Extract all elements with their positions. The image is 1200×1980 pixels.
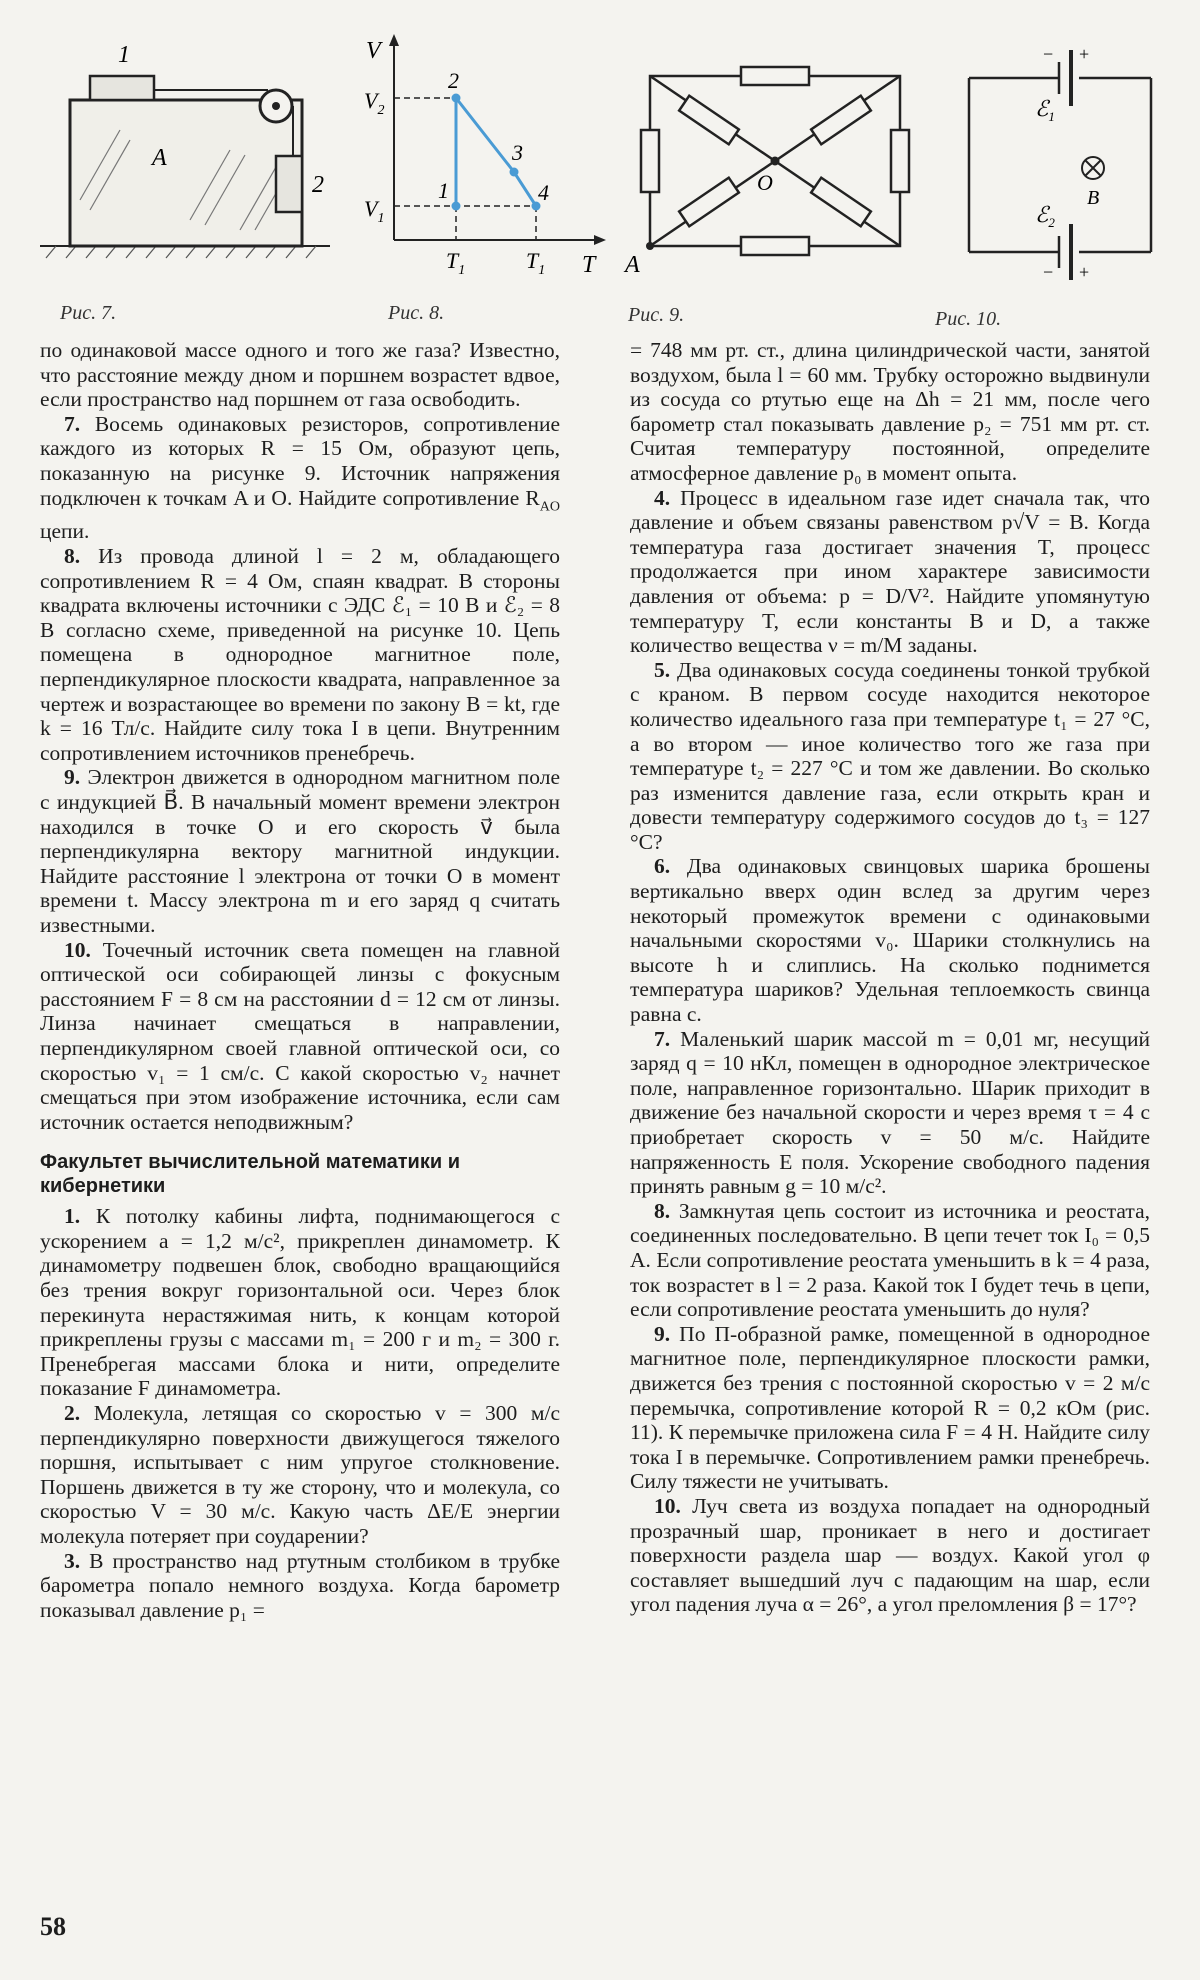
problem-number: 10.	[64, 937, 91, 962]
resistor-diag-1	[679, 96, 739, 145]
problem-paragraph	[630, 1322, 1150, 1494]
problem-paragraph	[40, 1549, 560, 1623]
problem-paragraph	[40, 938, 560, 1135]
problem-text: Молекула, летящая со скоростью v = 300 м/с перпендикулярно поверхности движущегося тяжелого поршня, испытывает с ним упругое столкновение. Поршень движется в ту же сторону, что и молекула, со скоростью V = 30 м/с. Какую часть ΔE/E энергии молекула потеряет при соударении?	[40, 1401, 561, 1549]
problem-text: По П-образной рамке, помещенной в однородное магнитное поле, перпендикулярное плоскости рамки, движется без трения с постоянной скоростью v = 2 м/с перемычка, сопротивление которой R = 0,2 кОм (рис. 11). К перемычке приложена сила F = 4 Н. Найдите силу тока I в перемычке. Сопротивлением рамки пренебречь. Силу тяжести не учитывать.	[630, 1321, 1150, 1494]
resistor-diag-3	[679, 178, 739, 227]
fig8-t1-right: $T_1$	[526, 248, 546, 278]
fig8-point-3	[510, 168, 519, 177]
resistor-diag-2	[811, 96, 871, 145]
resistor-right	[891, 130, 909, 192]
problem-text: Процесс в идеальном газе идет сначала так, что давление и объем связаны равенством p√V = B. Когда температура газа достигает значения T, процесс продолжается при ином характере зависимости давления от объема: p = D/V². Найдите упомянутую температуру T, если константы B и D, а также количество вещества ν = m/M заданы.	[630, 485, 1151, 658]
problem-paragraph	[40, 1204, 560, 1401]
right-column	[630, 338, 1150, 1617]
fig10-plus-top: +	[1079, 44, 1090, 64]
left-column	[40, 338, 560, 1622]
problem-text-tail: цепи.	[40, 519, 90, 544]
fig8-process-line	[456, 98, 536, 206]
problem-text: Восемь одинаковых резисторов, сопротивление каждого из которых R = 15 Ом, образуют цепь, показанную на рисунке 9. Источник напряжения подключен к точкам A и O. Найдите сопротивление R	[40, 411, 560, 510]
figure-9	[615, 50, 935, 290]
problem-paragraph	[40, 1401, 560, 1549]
problem-text: Два одинаковых свинцовых шарика брошены вертикально вверх один вслед за другим через некоторый промежуток времени с одинаковыми начальными скоростями v₀. Шарики столкнулись на высоте h и слиплись. На сколько поднимется температура шариков? Удельная теплоемкость свинца равна c.	[630, 854, 1150, 1027]
fig7-label-a: A	[152, 145, 167, 171]
fig8-label-3: 3	[512, 140, 523, 165]
fig9-caption: Рис. 9.	[628, 304, 685, 326]
fig8-point-1	[452, 202, 461, 211]
problem-paragraph	[630, 1494, 1150, 1617]
fig10-plus-bottom: +	[1079, 262, 1090, 282]
page-number: 58	[40, 1912, 66, 1941]
section-heading: Факультет вычислительной математики и кибернетики	[40, 1151, 460, 1198]
problem-paragraph	[630, 1199, 1150, 1322]
fig10-e2: ℰ$_2$	[1035, 202, 1055, 230]
resistor-left	[641, 130, 659, 192]
problem-paragraph	[40, 544, 560, 765]
problem-text: Луч света из воздуха попадает на однородный прозрачный шар, проникает в него и достигает поверхности раздела шар — воздух. Какой угол φ составляет вышедший луч с падающим на шар, если угол падения луча α = 26°, а угол преломления β = 17°?	[630, 1493, 1151, 1617]
fig7-label-1: 1	[118, 42, 130, 68]
fig7-label-2: 2	[312, 172, 324, 198]
fig8-caption: Рис. 8.	[388, 302, 445, 324]
fig8-v1: $V_1$	[364, 196, 385, 226]
fig8-axis-t: T	[582, 252, 596, 278]
problem-paragraph	[40, 765, 560, 937]
problem-text: В пространство над ртутным столбиком в трубке барометра попало немного воздуха. Когда барометр показывал давление p₁ =	[40, 1548, 560, 1622]
problem-number: 8.	[64, 544, 81, 569]
problem-number: 2.	[64, 1401, 81, 1426]
problem-paragraph	[630, 486, 1150, 658]
problem-number: 7.	[64, 411, 81, 436]
problem-number: 10.	[654, 1493, 681, 1518]
problem-number: 7.	[654, 1026, 671, 1051]
resistor-bottom	[741, 237, 809, 255]
subscript-ao: AO	[539, 498, 560, 514]
fig8-t1-left: $T_1$	[446, 248, 466, 278]
figure-10	[955, 40, 1175, 300]
problem-paragraph	[630, 338, 1150, 486]
fig8-label-4: 4	[538, 180, 549, 205]
problem-text: Два одинаковых сосуда соединены тонкой трубкой с краном. В первом сосуде находится некоторое количество идеального газа при температуре t₁ = 27 °C, а во втором — иное количество того же газа при температуре t₂ = 227 °C и том же давлении. Во сколько раз изменится давление газа, если открыть кран и довести температуру содержимого сосудов до t₃ = 127 °C?	[630, 657, 1151, 854]
fig10-minus-top: −	[1043, 44, 1054, 64]
problem-text: = 748 мм рт. ст., длина цилиндрической части, занятой воздухом, была l = 60 мм. Трубку осторожно выдвинули из сосуда со ртутью еще на Δh = 21 мм, после чего барометр стал показывать давление p₂ = 751 мм рт. ст. Считая температуру постоянной, определите атмосферное давление p₀ в момент опыта.	[630, 338, 1150, 485]
resistor-top	[741, 67, 809, 85]
problem-paragraph	[40, 338, 560, 412]
problem-text: Замкнутая цепь состоит из источника и реостата, соединенных последовательно. В цепи течет ток I₀ = 0,5 А. Если сопротивление реостата уменьшить в k = 4 раза, ток возрастет в l = 2 раза. Какой ток I будет течь в цепи, если сопротивление реостата уменьшить до нуля?	[630, 1198, 1150, 1322]
fig8-label-2: 2	[448, 68, 459, 93]
fig10-b: B	[1087, 187, 1100, 209]
problem-paragraph	[630, 658, 1150, 855]
problem-number: 6.	[654, 854, 671, 879]
fig10-e1: ℰ$_1$	[1035, 96, 1055, 124]
problem-paragraph	[630, 854, 1150, 1026]
problem-text: Электрон движется в однородном магнитном поле с индукцией B⃗. В начальный момент времени электрон находился в точке O и его скорость v⃗ была перпендикулярна вектору магнитной индукции. Найдите расстояние l электрона от точки O в момент времени t. Массу электрона m и его заряд q считать известными.	[40, 765, 561, 937]
problem-text: Маленький шарик массой m = 0,01 мг, несущий заряд q = 10 нКл, помещен в однородное электрическое поле, направленное горизонтально. Шарик приходит в движение без начальной скорости и через время τ = 4 с приобретает скорость v = 50 м/с. Найдите напряженность E поля. Ускорение свободного падения принять равным g = 10 м/с².	[630, 1026, 1150, 1199]
problem-number: 8.	[654, 1198, 671, 1223]
problem-number: 3.	[64, 1548, 81, 1573]
problem-text: К потолку кабины лифта, поднимающегося с ускорением a = 1,2 м/с², прикреплен динамометр. К динамометру подвешен блок, свободно вращающийся без трения вокруг горизонтальной оси. Через блок перекинута нерастяжимая нить, к концам которой прикреплены грузы с массами m₁ = 200 г и m₂ = 300 г. Пренебрегая массами блока и нити, определите показание F динамометра.	[40, 1204, 561, 1401]
problem-text: Из провода длиной l = 2 м, обладающего сопротивлением R = 4 Ом, спаян квадрат. В стороны квадрата включены источники с ЭДС ℰ₁ = 10 В и ℰ₂ = 8 В согласно схеме, приведенной на рисунке 10. Цепь помещена в однородное магнитное поле, перпендикулярное плоскости квадрата, направленное за чертеж и возрастающее во времени по закону B = kt, где k = 16 Тл/с. Найдите силу тока I в цепи. Внутренним сопротивлением источников пренебречь.	[40, 544, 560, 765]
problem-number: 5.	[654, 657, 671, 682]
fig8-v2: $V_2$	[364, 88, 385, 118]
fig8-label-1: 1	[438, 178, 449, 203]
problem-number: 4.	[654, 485, 671, 510]
figure-8	[350, 30, 610, 280]
problem-number: 9.	[654, 1321, 671, 1346]
resistor-diag-4	[811, 178, 871, 227]
fig9-label-o: O	[757, 170, 773, 195]
problem-paragraph	[630, 1027, 1150, 1199]
fig10-minus-bottom: −	[1043, 262, 1054, 282]
figure-7	[40, 30, 340, 270]
fig9-label-a: A	[625, 252, 640, 278]
fig7-caption: Рис. 7.	[60, 302, 117, 324]
fig8-point-2	[452, 94, 461, 103]
problem-paragraph	[40, 412, 560, 544]
problem-number: 9.	[64, 765, 81, 790]
fig10-caption: Рис. 10.	[935, 308, 1002, 330]
problem-text: Точечный источник света помещен на главной оптической оси собирающей линзы с фокусным расстоянием F = 8 см на расстоянии d = 12 см от линзы. Линза начинает смещаться в направлении, перпендикулярном своей главной оптической оси, со скоростью v₁ = 1 см/с. С какой скоростью v₂ начнет смещаться при этом изображение источника, если сам источник остается неподвижным?	[40, 937, 561, 1134]
problem-text: по одинаковой массе одного и того же газа? Известно, что расстояние между дном и поршнем возрастет вдвое, если пространство над поршнем от газа освободить.	[40, 338, 560, 412]
fig8-axis-v: V	[366, 38, 381, 64]
problem-number: 1.	[64, 1204, 81, 1229]
